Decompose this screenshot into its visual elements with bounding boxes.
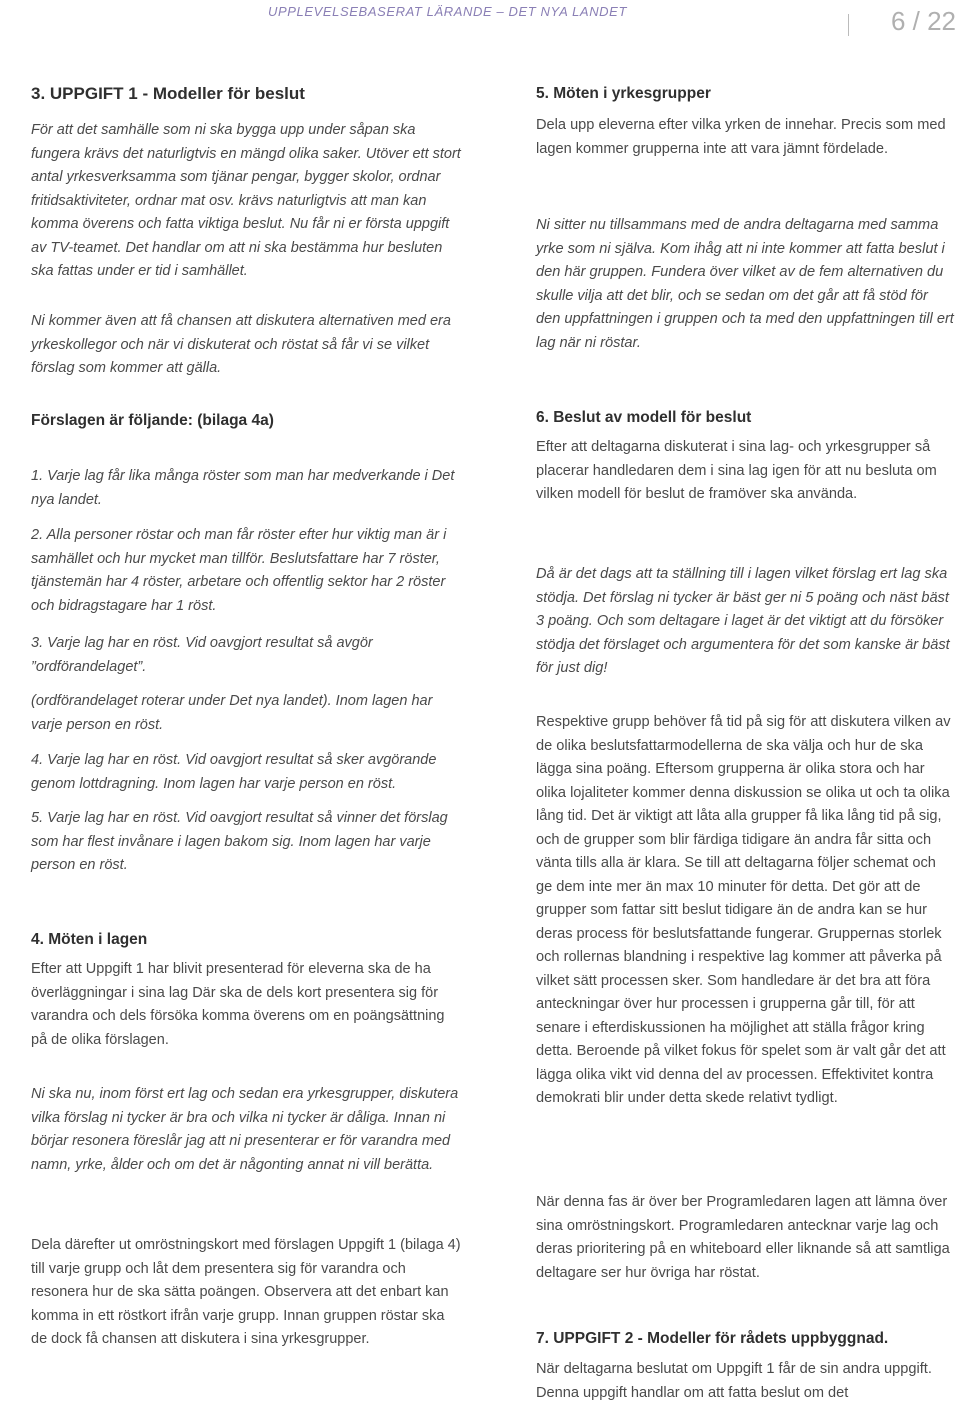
section-6-intro: Efter att deltagarna diskuterat i sina lag- och yrkesgrupper så placerar handledaren dem i sina lag igen för att nu besluta om vilken modell för beslut de framöver ska använda. xyxy=(536,439,937,502)
section-6-process: Respektive grupp behöver få tid på sig för att diskutera vilken av de olika beslutsfattarmodellerna de ska välja och hur de ska lägga sina poäng. Eftersom grupperna är olika stora och har olika lojaliteter kommer denna diskussion se olika ut och ta olika lång tid. Det är viktigt att låta alla grupper få lika lång tid på sig, och de grupper som blir färdiga tidigare än andra får sitta och vänta tills alla är klara. Se till att deltagarna följer schemat och ge dem inte mer än max 10 minuter för detta. Det gör att de grupper som fattar sitt beslut tidigare än de andra kan se hur deras process för beslutsfattande fungerar. Gruppernas storlek och rollernas blandning i respektive lag kommer att påverka på vilket sätt processen sker. Som handledare är det bra att föra anteckningar över hur processen i grupperna går till, för att senare i efterdiskussionen ha möjlighet att ställa frågor kring detta. Beroende på vilket fokus för spelet som är valt går det att lägga olika vikt vid denna del av processen. Effektivitet kontra demokrati blir under detta skede relativt tydligt. xyxy=(536,714,951,1106)
header-divider xyxy=(848,14,849,36)
section-4-intro: Efter att Uppgift 1 har blivit presenterad för eleverna ska de ha överläggningar i sina lag Där ska de dels kort presentera sig för varandra och dels försöka komma överens om en poängsättning på de olika förslagen. xyxy=(31,961,445,1048)
proposal-4: 4. Varje lag har en röst. Vid oavgjort resultat så sker avgörande genom lottdragning. Inom lagen har varje person en röst. xyxy=(31,752,437,792)
section-6-results: När denna fas är över ber Programledaren lagen att lämna över sina omröstningskort. Programledaren antecknar varje lag och deras prioritering på en whiteboard eller liknande så att samtliga deltagare ser hur övriga har röstat. xyxy=(536,1194,950,1281)
section-6-instruction: Då är det dags att ta ställning till i lagen vilket förslag ert lag ska stödja. Det förslag ni tycker är bäst ger ni 5 poäng och näst bäst 3 poäng. Och som deltagare i laget är det viktigt att du försöker stödja det förslaget och argumentera för det som kanske är bäst för just dig! xyxy=(536,566,950,676)
section-4-instruction: Ni ska nu, inom först ert lag och sedan era yrkesgrupper, diskutera vilka förslag ni tycker är bra och vilka ni tycker är dåliga. Innan ni börjar resonera föreslår jag att ni presenterar er för varandra med namn, yrke, ålder och om det är någonting annat ni vill berätta. xyxy=(31,1086,459,1173)
proposal-3: 3. Varje lag har en röst. Vid oavgjort resultat så avgör ”ordförandelaget”. xyxy=(31,635,373,675)
section-7-intro: När deltagarna beslutat om Uppgift 1 får de sin andra uppgift. Denna uppgift handlar om att fatta beslut om det xyxy=(536,1361,932,1401)
section-5-instruction: Ni sitter nu tillsammans med de andra deltagarna med samma yrke som ni själva. Kom ihåg att ni inte kommer att fatta beslut i den här gruppen. Fundera över vilket av de fem alternativen du skulle vilja att det blir, och se sedan om det går att få stöd för den uppfattningen i gruppen och ta med den uppfattningen till ert lag när ni röstar. xyxy=(536,217,954,351)
running-header: UPPLEVELSEBASERAT LÄRANDE – DET NYA LANDET xyxy=(268,4,627,19)
section-7-title: 7. UPPGIFT 2 - Modeller för rådets uppbyggnad. xyxy=(536,1330,889,1347)
section-6-title: 6. Beslut av modell för beslut xyxy=(536,409,752,426)
section-4-title: 4. Möten i lagen xyxy=(31,931,148,948)
proposal-1: 1. Varje lag får lika många röster som man har medverkande i Det nya landet. xyxy=(31,468,455,508)
proposals-title: Förslagen är följande: (bilaga 4a) xyxy=(31,412,274,429)
section-5-title: 5. Möten i yrkesgrupper xyxy=(536,85,711,102)
proposal-2: 2. Alla personer röstar och man får röster efter hur viktig man är i samhället och hur mycket man tillför. Beslutsfattare har 7 röster, tjänstemän har 4 röster, arbetare och offentlig sektor har 2 röster och bidragstagare har 1 röst. xyxy=(31,527,447,614)
page-number: 6 / 22 xyxy=(890,6,956,36)
section-5-intro: Dela upp eleverna efter vilka yrken de innehar. Precis som med lagen kommer grupperna inte att vara jämnt fördelade. xyxy=(536,117,946,157)
section-3-discussion: Ni kommer även att få chansen att diskutera alternativen med era yrkeskollegor och när vi diskuterat och röstat så får vi se vilket förslag som kommer att gälla. xyxy=(31,313,451,376)
section-4-voting: Dela därefter ut omröstningskort med förslagen Uppgift 1 (bilaga 4) till varje grupp och låt dem presentera sig för varandra och resonera hur de ska sätta poängen. Observera att det enbart kan komma in ett röstkort ifrån varje grupp. Innan gruppen röstar ska de dock få chansen att diskutera i sina yrkesgrupper. xyxy=(31,1237,461,1347)
section-3-intro: För att det samhälle som ni ska bygga upp under såpan ska fungera krävs det naturligtvis en mängd olika saker. Utöver ett stort antal yrkesverksamma som tjänar pengar, bygger skolor, ordnar fritidsaktiviteter, ordnar mat osv. krävs naturligtvis att man kan komma överens och fatta viktiga beslut. Nu får ni er första uppgift av TV-teamet. Det handlar om att ni ska bestämma hur besluten ska fattas under er tid i samhället. xyxy=(31,122,461,279)
proposal-5: 5. Varje lag har en röst. Vid oavgjort resultat så vinner det förslag som har flest invånare i lagen bakom sig. Inom lagen har varje person en röst. xyxy=(31,810,448,873)
section-3-title: 3. UPPGIFT 1 - Modeller för beslut xyxy=(31,84,305,103)
proposal-3-note: (ordförandelaget roterar under Det nya landet). Inom lagen har varje person en röst. xyxy=(31,693,433,733)
